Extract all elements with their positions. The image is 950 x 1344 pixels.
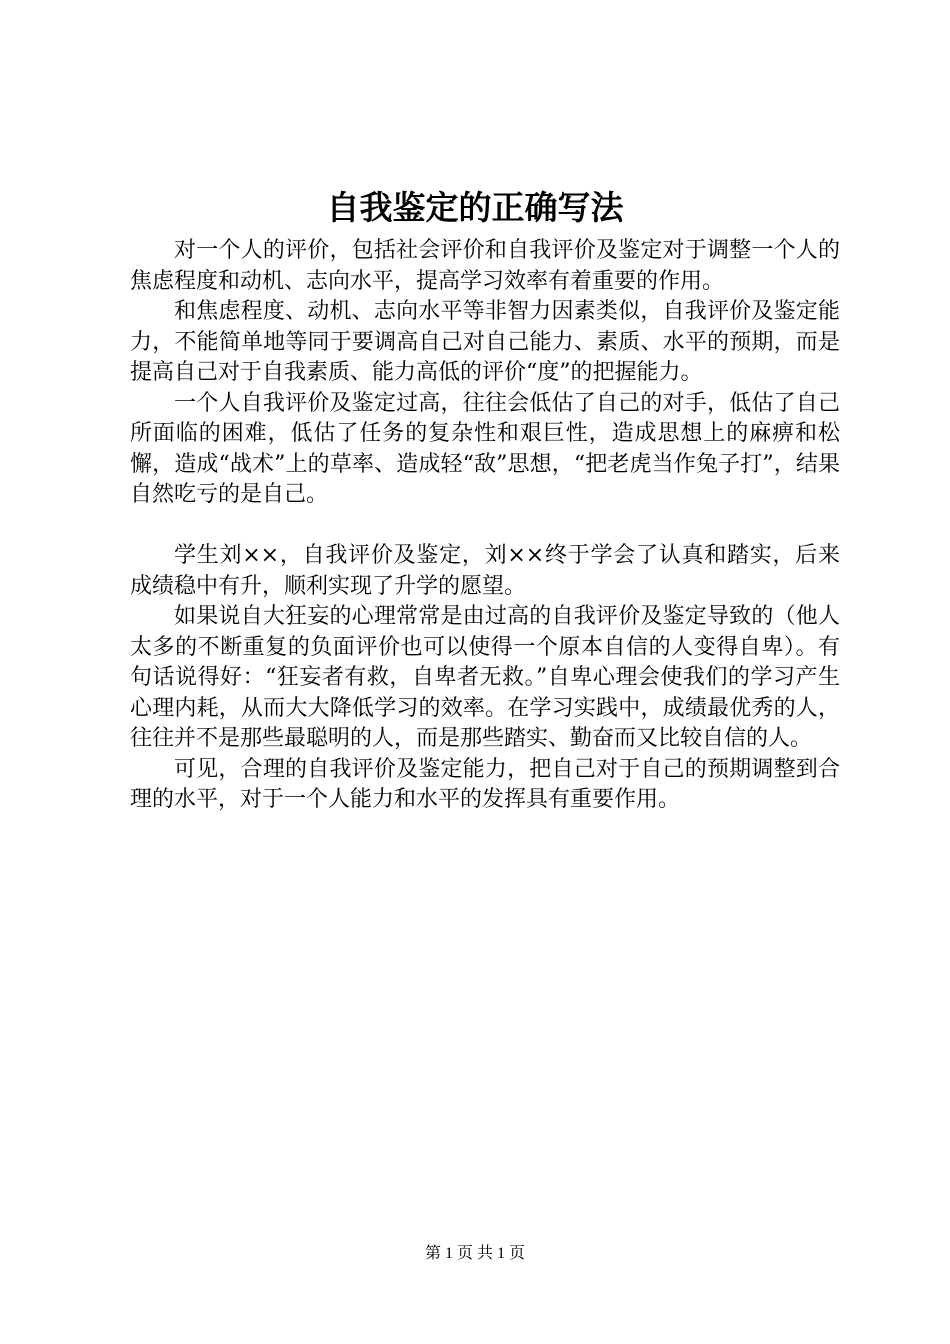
paragraph: 和焦虑程度、动机、志向水平等非智力因素类似，自我评价及鉴定能力，不能简单地等同于要调高自己对自己能力、素质、水平的预期，而是提高自己对于自我素质、能力高低的评价“度”的把握能力。 bbox=[130, 299, 840, 385]
document-body bbox=[130, 236, 840, 816]
paragraph: 一个人自我评价及鉴定过高，往往会低估了自己的对手，低估了自己所面临的困难，低估了任务的复杂性和艰巨性，造成思想上的麻痹和松懈，造成“战术”上的草率、造成轻“敌”思想，“把老虎当作兔子打”，结果自然吃亏的是自己。 bbox=[130, 390, 840, 507]
paragraph-spacer bbox=[130, 511, 840, 542]
page-number-footer: 第 1 页 共 1 页 bbox=[424, 1245, 525, 1262]
paragraph: 可见，合理的自我评价及鉴定能力，把自己对于自己的预期调整到合理的水平，对于一个人能力和水平的发挥具有重要作用。 bbox=[130, 756, 840, 812]
paragraph: 学生刘××，自我评价及鉴定，刘××终于学会了认真和踏实，后来成绩稳中有升，顺利实现了升学的愿望。 bbox=[130, 543, 840, 599]
page-title: 自我鉴定的正确写法 bbox=[326, 188, 624, 227]
paragraph: 如果说自大狂妄的心理常常是由过高的自我评价及鉴定导致的（他人太多的不断重复的负面评价也可以使得一个原本自信的人变得自卑）。有句话说得好：“狂妄者有救，自卑者无救。”自卑心理会使我们的学习产生心理内耗，从而大大降低学习的效率。在学习实践中，成绩最优秀的人，往往并不是那些最聪明的人，而是那些踏实、勤奋而又比较自信的人。 bbox=[130, 604, 840, 751]
paragraph: 对一个人的评价，包括社会评价和自我评价及鉴定对于调整一个人的焦虑程度和动机、志向水平，提高学习效率有着重要的作用。 bbox=[130, 238, 840, 294]
